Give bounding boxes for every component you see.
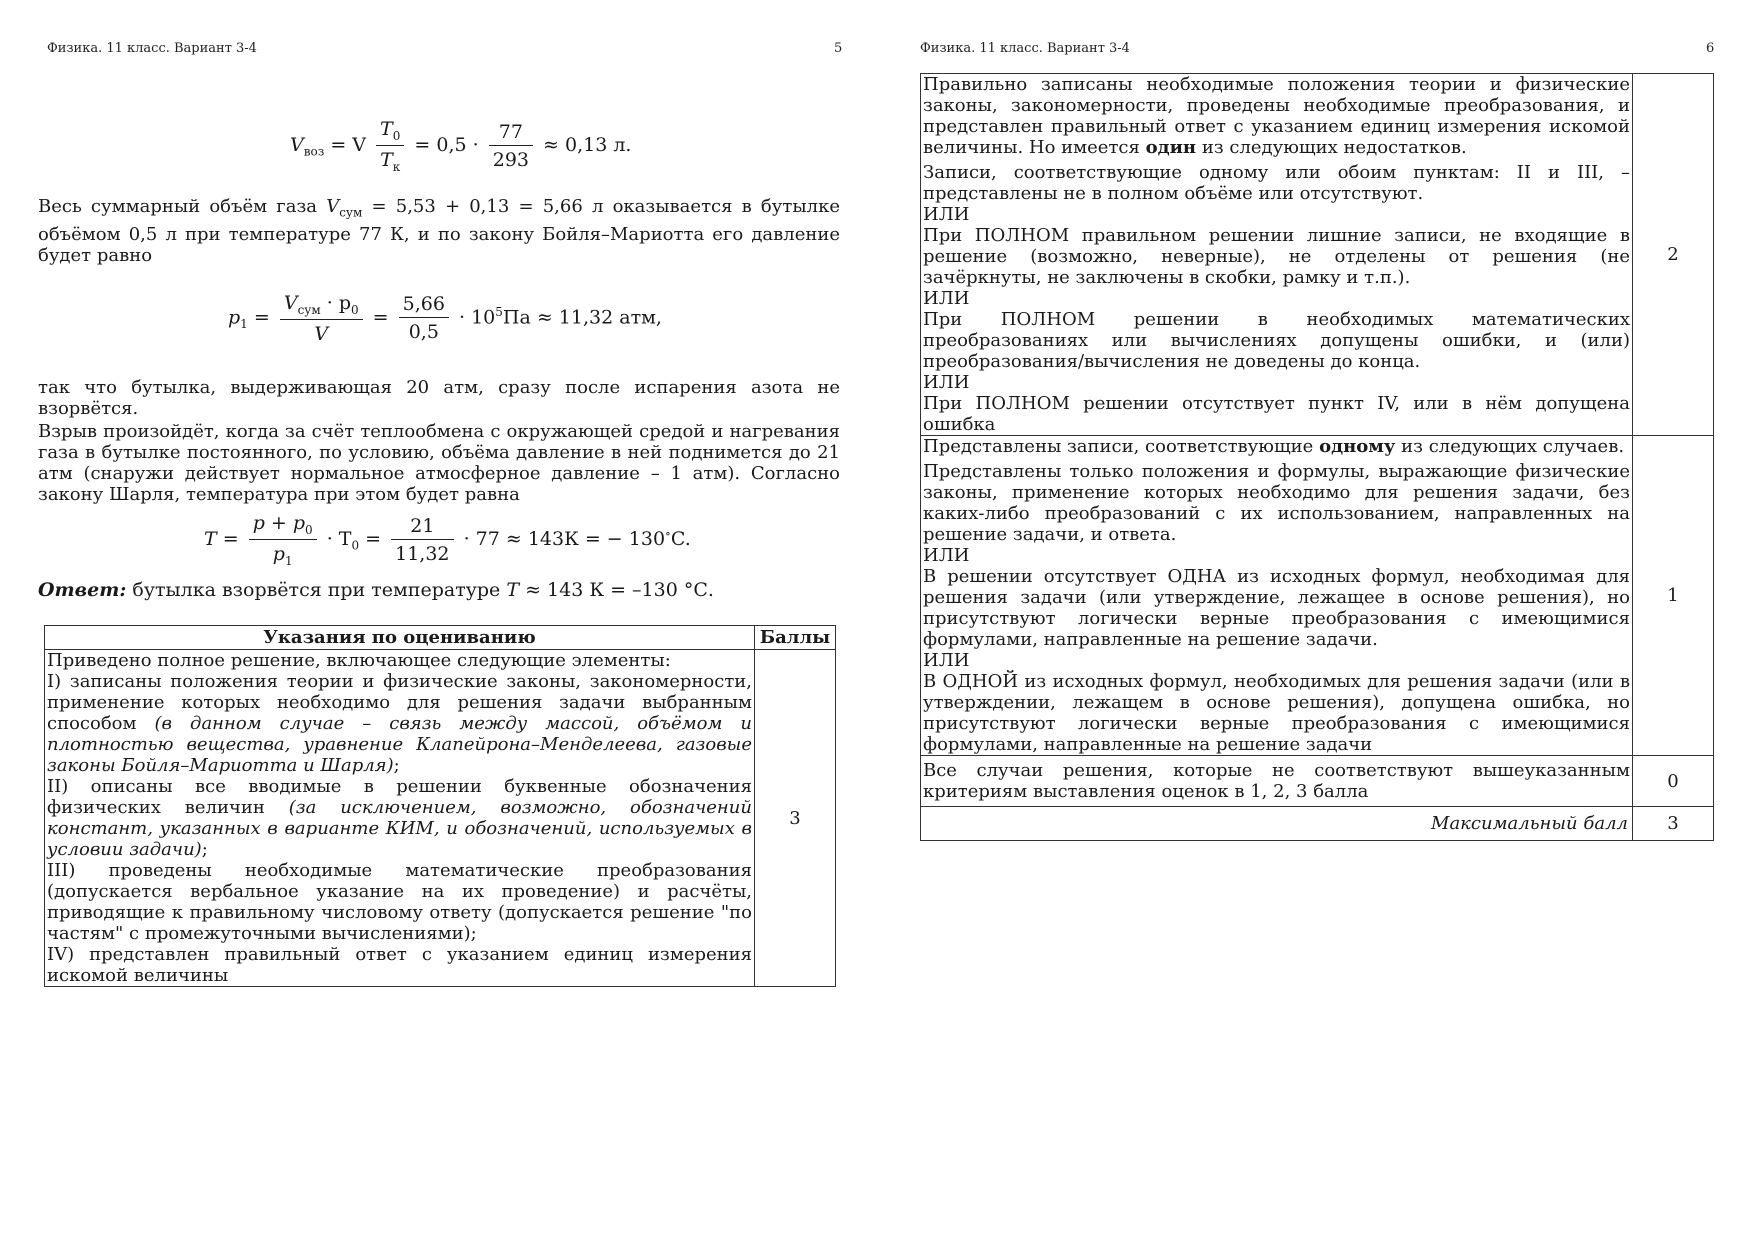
answer-symbol: T — [506, 579, 520, 601]
row1-or2: ИЛИ — [923, 650, 970, 671]
f1-den2: 293 — [492, 148, 529, 171]
f2-num-v: V — [283, 292, 298, 314]
row2-p5: При ПОЛНОМ решении отсутствует пункт IV, или в нём допущена ошибка — [923, 393, 1630, 435]
row2-or1: ИЛИ — [923, 204, 970, 225]
f3-mid1-sub: 0 — [351, 538, 360, 553]
f2-fraction-values — [399, 293, 449, 343]
f1-den1: T — [380, 148, 393, 171]
f2-num-v-sub: сум — [297, 302, 321, 317]
grading-row-1 — [921, 436, 1714, 756]
row2-p3: При ПОЛНОМ правильном решении лишние записи, не входящие в решение (возможно, неверные), не отделены от решения (не зачёркнуты, не заключены в скобки, рамку и т.п.). — [923, 225, 1630, 288]
f2-num-p: · p — [326, 292, 351, 314]
criteria-cell-1 — [921, 436, 1633, 756]
row2-p1-start: Правильно записаны необходимые положения теории и физические законы, закономерности, проведены необходимые преобразования, и представлен правильный ответ с указанием единиц измерения искомой величины. Но имеется — [923, 74, 1630, 158]
row3-intro: Приведено полное решение, включающее следующие элементы: — [47, 650, 671, 671]
row1-p1-bold: одному — [1319, 436, 1396, 457]
f2-tail1: · 10 — [459, 306, 496, 329]
left-page-number: 5 — [834, 41, 843, 56]
row3-item2-end: ; — [201, 839, 208, 860]
row3-item1-end: ; — [393, 755, 400, 776]
para1-rest: = 5,53 + 0,13 = 5,66 л оказывается в бутылке объёмом 0,5 л при температуре 77 К, и по закону Бойля–Мариотта его давление будет равно — [38, 196, 840, 266]
para1-symbol-sub: сум — [339, 205, 363, 220]
row2-p1-bold: один — [1145, 137, 1197, 158]
grading-row-2 — [921, 74, 1714, 436]
row3-item2-italic: (за исключением, возможно, обозначений констант, указанных в варианте КИМ, и обозначений, используемых в условии задачи) — [47, 797, 752, 860]
row1-p2: Представлены только положения и формулы, выражающие физические законы, применение которых необходимо для решения задачи, без каких-либо преобразований с их использованием, направленных на решение задачи, и ответа. — [923, 461, 1630, 545]
answer-text: бутылка взорвётся при температуре — [132, 579, 501, 601]
f1-num1: T — [380, 118, 393, 140]
f2-tail2: Па ≈ 11,32 атм, — [502, 306, 662, 329]
criteria-cell-3 — [45, 650, 755, 987]
f1-fraction-temp — [376, 118, 404, 174]
left-page-header: Физика. 11 класс. Вариант 3-4 — [47, 41, 257, 56]
f2-tail-sup: 5 — [495, 305, 503, 320]
row2-or3: ИЛИ — [923, 372, 970, 393]
formula-temperature — [204, 512, 691, 568]
header-score: Баллы — [755, 626, 836, 650]
f3-den2: 11,32 — [395, 542, 450, 565]
f1-lhs: V — [290, 133, 304, 156]
right-page-number: 6 — [1706, 41, 1715, 56]
f2-fraction-symbolic — [280, 292, 363, 345]
row2-p1-end: из следующих недостатков. — [1201, 137, 1467, 158]
score-cell-0: 0 — [1633, 756, 1714, 807]
f3-tail-sup: ∘ — [665, 526, 671, 541]
f2-num2: 5,66 — [399, 293, 449, 318]
row1-p1-end: из следующих случаев. — [1401, 436, 1625, 457]
grading-row-3 — [45, 650, 836, 987]
f1-eq2: = 0,5 · — [414, 133, 479, 156]
f1-lhs-sub: воз — [303, 144, 325, 159]
f3-den1-sub: 1 — [284, 553, 293, 568]
answer-tail: ≈ 143 К = –130 °С. — [525, 579, 714, 601]
formula-v-air — [290, 118, 631, 174]
f3-tail2: C. — [670, 527, 691, 550]
header-criteria: Указания по оцениванию — [45, 626, 755, 650]
answer-line — [38, 580, 840, 601]
f2-lhs: p — [228, 306, 241, 329]
score-cell-3: 3 — [755, 650, 836, 987]
f2-den1: V — [314, 322, 329, 345]
f2-lhs-sub: 1 — [240, 317, 248, 332]
f3-den1: p — [272, 542, 285, 565]
row2-p2: Записи, соответствующие одному или обоим пунктам: II и III, – представлены не в полном объёме или отсутствуют. — [923, 162, 1630, 204]
row3-item4: IV) представлен правильный ответ с указанием единиц измерения искомой величины — [47, 944, 752, 986]
f2-eq1: = — [253, 306, 270, 329]
f3-num1: p + p — [252, 512, 306, 534]
f2-eq2: = — [372, 306, 389, 329]
f3-lhs: T = — [204, 527, 239, 550]
f3-mid1: · T — [326, 527, 352, 550]
f1-den1-sub: к — [392, 159, 401, 174]
row3-item3: III) проведены необходимые математические преобразования (допускается вербальное указание на их проведение) и расчёты, приводящие к правильному числовому ответу (допускается решение "по частям" с промежуточными вычислениями); — [47, 860, 752, 944]
grading-table-right — [920, 73, 1714, 841]
grading-table-header — [45, 626, 836, 650]
f3-eq2: = — [365, 527, 382, 550]
f2-den2: 0,5 — [408, 321, 439, 344]
paragraph-not-explode: так что бутылка, выдерживающая 20 атм, сразу после испарения азота не взорвётся. — [38, 377, 840, 419]
criteria-cell-2 — [921, 74, 1633, 436]
row3-item2: II) описаны все вводимые в решении буквенные обозначения физических величин — [47, 776, 752, 818]
score-cell-1: 1 — [1633, 436, 1714, 756]
grading-table-left — [44, 625, 836, 987]
row2-or2: ИЛИ — [923, 288, 970, 309]
f1-num2: 77 — [489, 121, 533, 146]
paragraph-explosion: Взрыв произойдёт, когда за счёт теплообмена с окружающей средой и нагревания газа в бутылке постоянного, по условию, объёма давление в ней поднимется до 21 атм (снаружи действует нормальное атмосферное давление – 1 атм). Согласно закону Шарля, температура при этом будет равна — [38, 421, 840, 505]
max-score-label: Максимальный балл — [921, 807, 1633, 841]
row2-p4: При ПОЛНОМ решении в необходимых математических преобразованиях или вычислениях допущены ошибки, и (или) преобразования/вычисления не доведены до конца. — [923, 309, 1630, 372]
f3-num2: 21 — [391, 515, 453, 540]
criteria-cell-0: Все случаи решения, которые не соответствуют вышеуказанным критериям выставления оценок в 1, 2, 3 балла — [921, 756, 1633, 807]
answer-label: Ответ: — [38, 579, 127, 601]
formula-pressure — [228, 292, 662, 345]
f2-num-p-sub: 0 — [350, 302, 359, 317]
f3-num1-sub: 0 — [305, 522, 313, 537]
grading-row-0 — [921, 756, 1714, 807]
row1-p1-start: Представлены записи, соответствующие — [923, 436, 1314, 457]
para1-start: Весь суммарный объём газа — [38, 196, 318, 217]
f3-tail1: · 77 ≈ 143К = − 130 — [463, 527, 666, 550]
score-cell-2: 2 — [1633, 74, 1714, 436]
row1-p3: В решении отсутствует ОДНА из исходных формул, необходимая для решения задачи (или утверждение, лежащее в основе решения), но присутствуют логически верные преобразования с имеющимися формулами, направленные на решение задачи. — [923, 566, 1630, 650]
row3-item1-italic: (в данном случае – связь между массой, объёмом и плотностью вещества, уравнение Клапейрона–Менделеева, газовые законы Бойля–Мариотта и Шарля) — [47, 713, 752, 776]
right-page-header: Физика. 11 класс. Вариант 3-4 — [920, 41, 1130, 56]
f1-fraction-values — [489, 121, 533, 171]
row1-p4: В ОДНОЙ из исходных формул, необходимых для решения задачи (или в утверждении, лежащем в основе решения), допущена ошибка, но присутствуют логически верные преобразования с имеющимися формулами, направленные на решение задачи — [923, 671, 1630, 755]
f1-eq1: = V — [330, 133, 366, 156]
f1-result: ≈ 0,13 л. — [543, 133, 632, 156]
f1-num1-sub: 0 — [392, 128, 401, 143]
paragraph-total-volume — [38, 196, 840, 266]
f3-fraction-values — [391, 515, 453, 565]
f3-fraction-symbolic — [249, 512, 317, 568]
row1-or1: ИЛИ — [923, 545, 970, 566]
max-score-value: 3 — [1633, 807, 1714, 841]
max-score-row — [921, 807, 1714, 841]
para1-symbol: V — [326, 196, 340, 217]
row3-item1: I) записаны положения теории и физические законы, закономерности, применение которых необходимо для решения задачи выбранным способом — [47, 671, 752, 734]
